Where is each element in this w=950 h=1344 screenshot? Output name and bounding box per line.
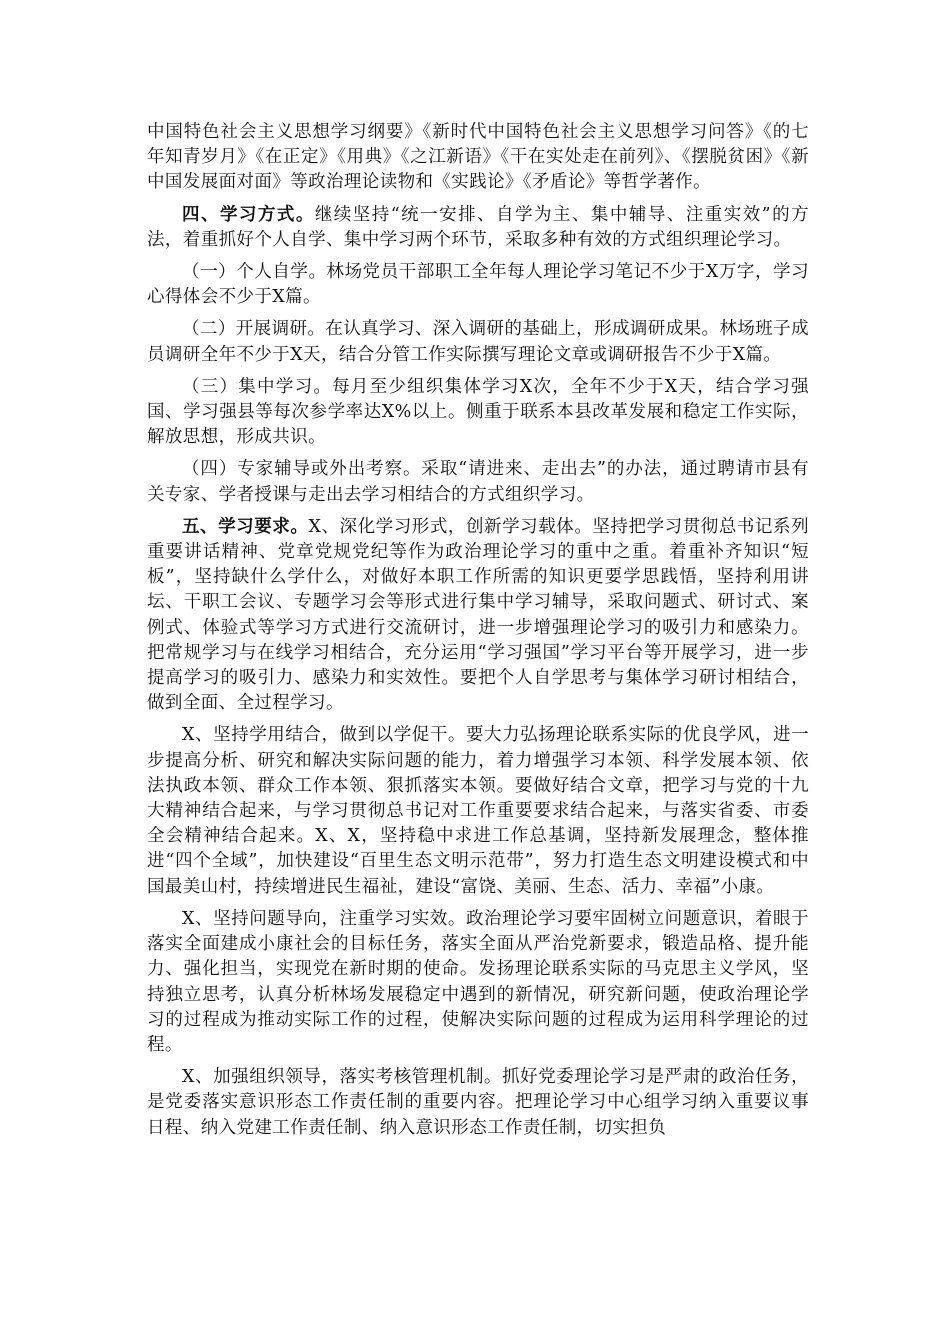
section-5-learning-requirements	[147, 515, 809, 717]
section-heading: 四、学习方式。	[182, 204, 315, 225]
document-body	[147, 120, 809, 1148]
paragraph-text: （二）开展调研。在认真学习、深入调研的基础上，形成调研成果。林场班子成员调研全年不少于X天，结合分管工作实际撰写理论文章或调研报告不少于X篇。	[147, 319, 809, 365]
section-heading: 五、学习要求。	[182, 516, 309, 537]
paragraph-self-study	[147, 260, 809, 310]
paragraph-study-and-application	[147, 723, 809, 899]
paragraph-expert-guidance	[147, 457, 809, 507]
paragraph-organization-leadership	[147, 1065, 809, 1141]
paragraph-research	[147, 317, 809, 367]
paragraph-text: 继续坚持“统一安排、自学为主、集中辅导、注重实效”的方法，着重抓好个人自学、集中学习两个环节，采取多种有效的方式组织理论学习。	[147, 204, 809, 250]
section-4-learning-methods	[147, 203, 809, 253]
paragraph-problem-oriented	[147, 907, 809, 1058]
paragraph-text: （四）专家辅导或外出考察。采取“请进来、走出去”的办法，通过聘请市县有关专家、学者授课与走出去学习相结合的方式组织学习。	[147, 459, 809, 505]
paragraph-text: （一）个人自学。林场党员干部职工全年每人理论学习笔记不少于X万字，学习心得体会不少于X篇。	[147, 262, 809, 308]
paragraph-text: X、坚持问题导向，注重学习实效。政治理论学习要牢固树立问题意识，着眼于落实全面建成小康社会的目标任务，落实全面从严治党新要求，锻造品格、提升能力、强化担当，实现党在新时期的使命。发扬理论联系实际的马克思主义学风，坚持独立思考，认真分析林场发展稳定中遇到的新情况，研究新问题，使政治理论学习的过程成为推动实际工作的过程，使解决实际问题的过程成为运用科学理论的过程。	[147, 908, 809, 1055]
paragraph-text: X、加强组织领导，落实考核管理机制。抓好党委理论学习是严肃的政治任务，是党委落实意识形态工作责任制的重要内容。把理论学习中心组学习纳入重要议事日程、纳入党建工作责任制、纳入意识形态工作责任制，切实担负	[147, 1067, 809, 1138]
paragraph-group-study	[147, 375, 809, 451]
paragraph-reading-list-continued	[147, 120, 809, 196]
paragraph-text: X、坚持学用结合，做到以学促干。要大力弘扬理论联系实际的优良学风，进一步提高分析、研究和解决实际问题的能力，着力增强学习本领、科学发展本领、依法执政本领、群众工作本领、狠抓落实本领。要做好结合文章，把学习与党的十九大精神结合起来，与学习贯彻总书记对工作重要要求结合起来，与落实省委、市委全会精神结合起来。X、X，坚持稳中求进工作总基调，坚持新发展理念，整体推进“四个全域”，加快建设“百里生态文明示范带”，努力打造生态文明建设模式和中国最美山村，持续增进民生福祉，建设“富饶、美丽、生态、活力、幸福”小康。	[147, 725, 809, 897]
paragraph-text: 中国特色社会主义思想学习纲要》《新时代中国特色社会主义思想学习问答》《的七年知青岁月》《在正定》《用典》《之江新语》《干在实处走在前列》、《摆脱贫困》《新中国发展面对面》等政治理论读物和《实践论》《矛盾论》等哲学著作。	[147, 122, 809, 193]
paragraph-text: X、深化学习形式，创新学习载体。坚持把学习贯彻总书记系列重要讲话精神、党章党规党纪等作为政治理论学习的重中之重。着重补齐知识“短板”，坚持缺什么学什么，对做好本职工作所需的知识更要学思践悟，坚持利用讲坛、干职工会议、专题学习会等形式进行集中学习辅导，采取问题式、研讨式、案例式、体验式等学习方式进行交流研讨，进一步增强理论学习的吸引力和感染力。把常规学习与在线学习相结合，充分运用“学习强国”学习平台等开展学习，进一步提高学习的吸引力、感染力和实效性。要把个人自学思考与集体学习研讨相结合，做到全面、全过程学习。	[147, 516, 809, 714]
paragraph-text: （三）集中学习。每月至少组织集体学习X次，全年不少于X天，结合学习强国、学习强县等每次参学率达X%以上。侧重于联系本县改革发展和稳定工作实际，解放思想，形成共识。	[147, 376, 809, 448]
